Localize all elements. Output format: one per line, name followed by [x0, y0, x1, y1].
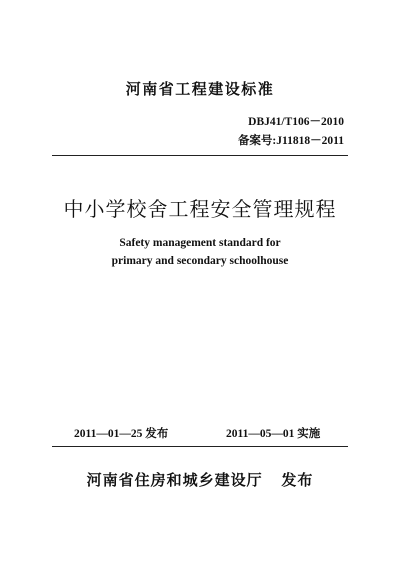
- publisher: 河南省住房和城乡建设厅 发布: [86, 471, 314, 489]
- standard-code: DBJ41/T106－2010: [248, 116, 344, 128]
- document-title-en-line-1: Safety management standard for: [119, 237, 281, 249]
- bottom-divider: [52, 446, 348, 447]
- top-divider: [52, 155, 348, 156]
- document-title-zh: 中小学校舍工程安全管理规程: [63, 197, 337, 221]
- record-code: 备案号:J11818－2011: [237, 135, 344, 147]
- issue-date: 2011—01—25 发布: [74, 428, 169, 440]
- series-title: 河南省工程建设标准: [125, 80, 275, 98]
- implement-date: 2011—05—01 实施: [226, 428, 321, 440]
- document-title-en-line-2: primary and secondary schoolhouse: [111, 255, 289, 267]
